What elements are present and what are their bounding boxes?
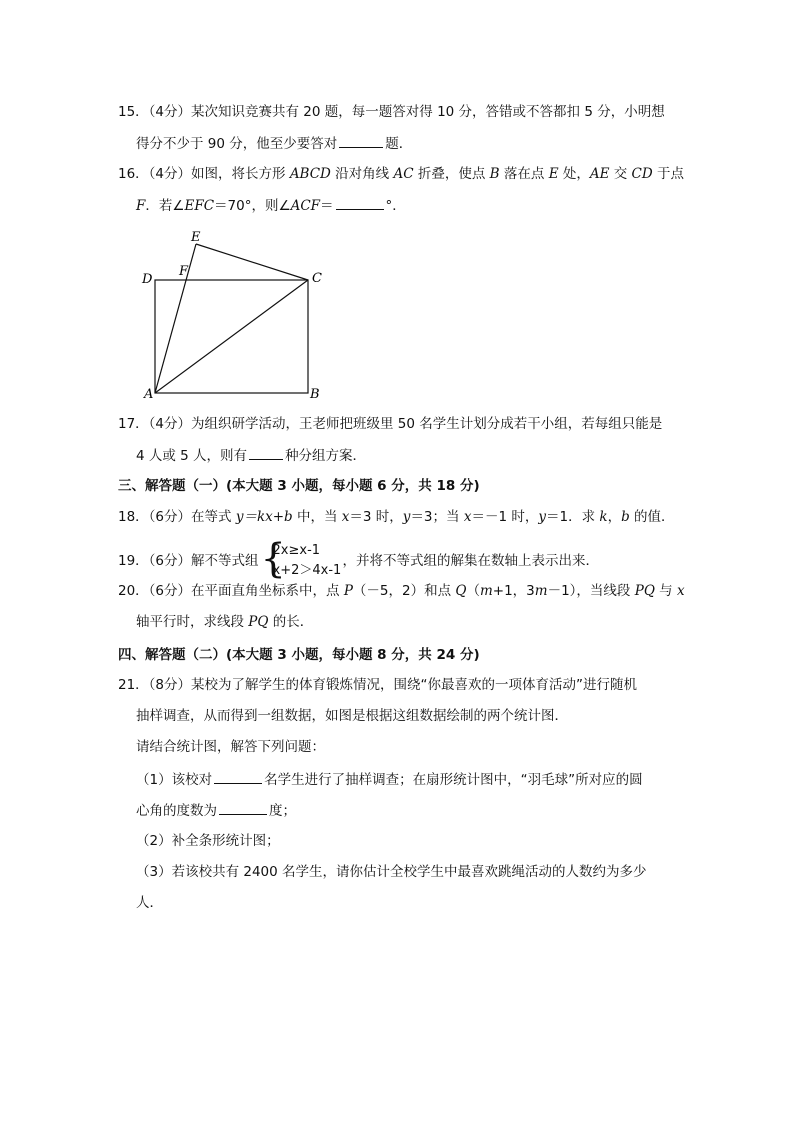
q21-line3: 请结合统计图，解答下列问题：	[136, 739, 325, 755]
answer-blank-q16[interactable]	[336, 195, 384, 210]
q17-text: 17．（4分）为组织研学活动，王老师把班级里 50 名学生计划分成若干小组，若每组只能是	[118, 416, 663, 432]
q16-text: 沿对角线	[330, 166, 394, 182]
q16-text: ．若∠	[145, 198, 185, 214]
q21-part1-line1	[136, 769, 643, 789]
q20-text: 的长．	[268, 614, 314, 630]
q21-text: 度；	[269, 803, 296, 819]
q21-part3-line2: 人．	[136, 895, 163, 911]
q16-line1	[118, 164, 684, 184]
inequality-1: 2x≥x-1	[272, 543, 321, 558]
q17-line1	[118, 414, 662, 434]
q15-line1	[118, 102, 665, 122]
q20-text: －1），当线段	[547, 583, 635, 599]
label-a: A	[144, 387, 154, 400]
var-m: m	[534, 583, 548, 599]
answer-blank-q21-1[interactable]	[214, 769, 262, 784]
q21-text: 名学生进行了抽样调查；在扇形统计图中，“羽毛球”所对应的圆	[264, 772, 643, 788]
brace-icon: {	[260, 536, 286, 582]
q21-part3-line1: （3）若该校共有 2400 名学生，请你估计全校学生中最喜欢跳绳活动的人数约为多少	[136, 864, 647, 880]
var-acf: ACF	[290, 198, 321, 214]
q15-text: 15．（4分）某次知识竞赛共有 20 题，每一题答对得 10 分，答错或不答都扣 5 分，小明想	[118, 104, 665, 120]
inequality-system	[260, 536, 342, 582]
q18-text: ，	[607, 509, 622, 525]
q17-text: 种分组方案．	[285, 448, 367, 464]
q21-text: （1）该校对	[136, 772, 213, 788]
q20-text: +1，3	[492, 583, 535, 599]
var-efc: EFC	[184, 198, 215, 214]
q18-text: 18．（6分）在等式	[118, 509, 236, 525]
q21-text: 心角的度数为	[136, 803, 217, 819]
q18-text: ＝1．求	[545, 509, 600, 525]
q16-line2	[136, 195, 406, 215]
segment-ec	[196, 244, 308, 280]
q20-text: 轴平行时，求线段	[136, 614, 249, 630]
var-pq: PQ	[634, 583, 655, 599]
var-abcd: ABCD	[289, 166, 331, 182]
answer-blank-q21-2[interactable]	[219, 800, 267, 815]
q19-text: ，并将不等式组的解集在数轴上表示出来．	[342, 553, 600, 569]
q16-text: 于点	[652, 166, 684, 182]
var-x: x	[341, 509, 350, 525]
var-cd: CD	[631, 166, 653, 182]
var-y: y	[402, 509, 411, 525]
var-pq: PQ	[248, 614, 269, 630]
q15-text-2: 得分不少于 90 分，他至少要答对	[136, 136, 338, 152]
q19-text: 19．（6分）解不等式组	[118, 553, 259, 569]
q21-line1: 21．（8分）某校为了解学生的体育锻炼情况，围绕“你最喜欢的一项体育活动”进行随机	[118, 677, 638, 693]
q16-text: 落在点	[499, 166, 549, 182]
q21-part2: （2）补全条形统计图；	[136, 833, 280, 849]
section-3-heading: 三、解答题（一）(本大题 3 小题，每小题 6 分，共 18 分)	[118, 478, 480, 494]
q17-text: 4 人或 5 人，则有	[136, 448, 248, 464]
q20-text: 20．（6分）在平面直角坐标系中，点	[118, 583, 344, 599]
label-d: D	[142, 272, 153, 287]
var-m: m	[479, 583, 493, 599]
q16-text: ＝70°，则∠	[214, 198, 291, 214]
var-q: Q	[455, 583, 467, 599]
q20-text: 与	[654, 583, 677, 599]
var-x: x	[463, 509, 472, 525]
q18-text: ＝－1 时，	[471, 509, 539, 525]
answer-blank-q17[interactable]	[249, 445, 283, 460]
q18-text: 中，当	[292, 509, 342, 525]
inequality-2: x+2＞4x-1	[272, 563, 342, 578]
q18-text: 的值．	[629, 509, 675, 525]
var-p: P	[343, 583, 353, 599]
label-e: E	[191, 230, 201, 245]
label-b: B	[310, 387, 320, 400]
var-b: B	[489, 166, 500, 182]
q21-line2: 抽样调查，从而得到一组数据，如图是根据这组数据绘制的两个统计图．	[136, 708, 568, 724]
q21-part1-line2	[136, 800, 296, 820]
q16-text: °．	[385, 198, 406, 214]
var-e: E	[548, 166, 559, 182]
q20-line2	[136, 612, 313, 632]
q20-text: （－5，2）和点	[352, 583, 456, 599]
q16-text: 16．（4分）如图，将长方形	[118, 166, 290, 182]
q19-line	[118, 536, 600, 582]
var-ac: AC	[393, 166, 414, 182]
q18-text: ＝3 时，	[349, 509, 403, 525]
var-f: F	[136, 198, 146, 214]
q15-line2	[136, 133, 412, 153]
q16-text: ＝	[320, 198, 334, 214]
q16-text: 折叠，使点	[413, 166, 490, 182]
segment-ae	[155, 244, 196, 393]
diagonal-ac	[155, 280, 308, 393]
folded-rectangle-figure	[136, 228, 336, 400]
q17-line2	[136, 445, 366, 465]
answer-blank-q15[interactable]	[339, 133, 383, 148]
q16-text: 处，	[558, 166, 590, 182]
q15-text-3: 题．	[385, 136, 413, 152]
section-4-heading: 四、解答题（二）(本大题 3 小题，每小题 8 分，共 24 分)	[118, 647, 480, 663]
q16-text: 交	[609, 166, 632, 182]
q20-text: （	[466, 583, 480, 599]
var-k: k	[599, 509, 608, 525]
label-c: C	[312, 271, 322, 286]
q18-text: ＝3；当	[410, 509, 464, 525]
q18-equation: y＝kx+b	[235, 509, 293, 525]
q20-line1	[118, 581, 685, 601]
label-f: F	[179, 264, 189, 279]
var-ae: AE	[589, 166, 610, 182]
q18-line	[118, 507, 675, 527]
var-b: b	[621, 509, 630, 525]
var-x: x	[676, 583, 685, 599]
var-y: y	[538, 509, 546, 525]
